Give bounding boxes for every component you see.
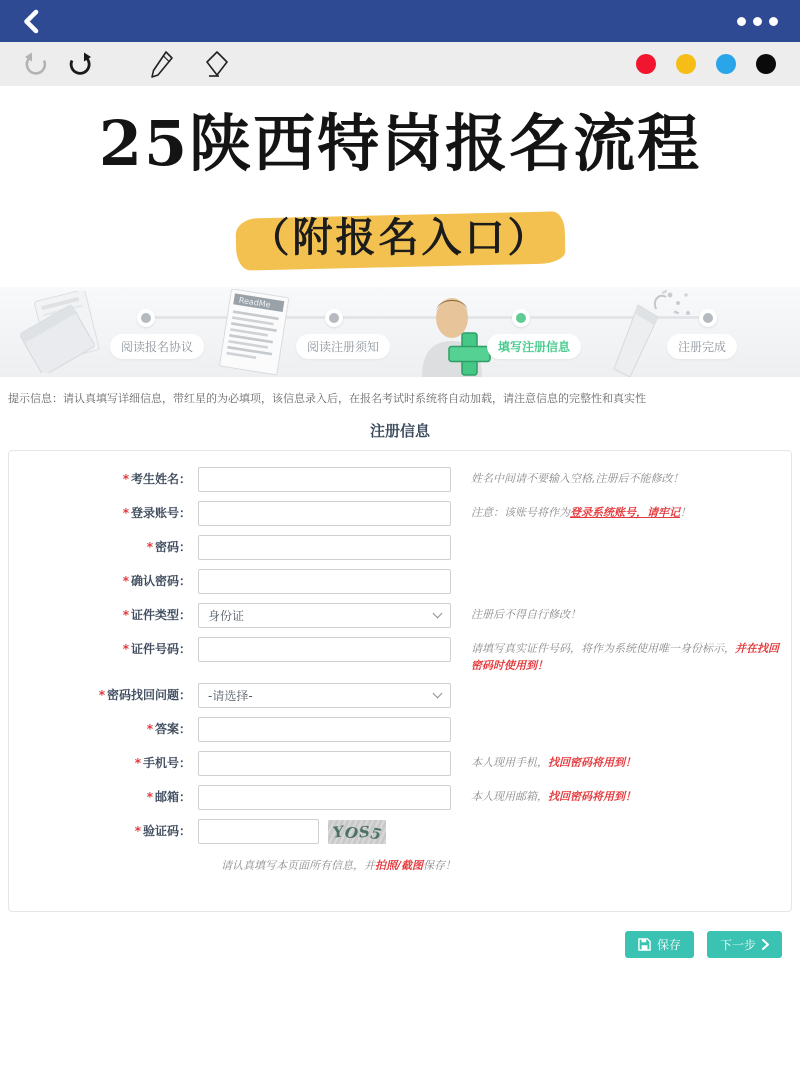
note-red-text: 找回密码将用到！ (548, 790, 636, 803)
id-number-input[interactable] (198, 637, 451, 662)
password-recovery-question-select[interactable] (198, 683, 451, 708)
redo-icon[interactable] (68, 52, 92, 76)
step-dot-4 (699, 309, 717, 327)
chevron-down-icon (433, 689, 443, 699)
note-red-text: 找回密码将用到！ (548, 756, 636, 769)
note-gray-suffix: ！ (680, 506, 691, 519)
answer-input[interactable] (198, 717, 451, 742)
note-gray-text: 本人现用邮箱， (471, 790, 548, 803)
field-label-text: 验证码： (142, 824, 191, 838)
form-row-mobile (9, 751, 791, 776)
captcha-image[interactable] (328, 820, 386, 844)
field-note-email (471, 785, 779, 806)
required-star: * (98, 688, 105, 702)
form-rows (9, 467, 791, 844)
eraser-icon[interactable] (204, 50, 230, 78)
note-gray-text: 注意：该账号将作为 (471, 506, 570, 519)
note-gray-text: 本人现用手机， (471, 756, 548, 769)
undo-icon[interactable] (24, 52, 48, 76)
readme-title-text: ReadMe (238, 295, 272, 310)
form-row-id-type (9, 603, 791, 628)
form-row-password (9, 535, 791, 560)
form-row-candidate-name (9, 467, 791, 492)
field-label-text: 登录账号： (130, 506, 191, 520)
form-row-captcha (9, 819, 791, 844)
top-bar (0, 0, 800, 42)
field-label-confirm-password (9, 569, 198, 594)
field-label-mobile (9, 751, 198, 776)
form-row-login-account (9, 501, 791, 526)
field-label-text: 密码： (154, 540, 191, 554)
required-star: * (122, 472, 129, 486)
candidate-name-input[interactable] (198, 467, 451, 492)
field-note-candidate-name (471, 467, 779, 488)
save-button[interactable] (625, 931, 694, 958)
poster-subtitle-row (0, 206, 800, 263)
save-disk-icon (638, 938, 651, 951)
field-label-text: 密码找回问题： (106, 688, 191, 702)
registration-form-panel (8, 450, 792, 912)
ink-color-blue[interactable] (716, 54, 736, 74)
confirm-password-input[interactable] (198, 569, 451, 594)
field-label-id-type (9, 603, 198, 628)
form-footer-note (221, 857, 791, 873)
id-type-select[interactable] (198, 603, 451, 628)
ink-color-red[interactable] (636, 54, 656, 74)
chevron-down-icon (433, 609, 443, 619)
captcha-char: S (357, 822, 371, 841)
step-label-2: 阅读注册须知 (296, 334, 390, 359)
form-row-confirm-password (9, 569, 791, 594)
field-label-captcha (9, 819, 198, 844)
form-row-password-recovery-question (9, 683, 791, 708)
field-note-id-number (471, 637, 779, 674)
form-row-answer (9, 717, 791, 742)
chevron-right-icon (762, 939, 769, 950)
captcha-char: O (343, 822, 360, 843)
field-label-text: 证件号码： (130, 642, 191, 656)
step-label-1: 阅读报名协议 (110, 334, 204, 359)
back-icon[interactable] (22, 9, 39, 34)
field-label-text: 答案： (154, 722, 191, 736)
footer-note-pre: 请认真填写本页面所有信息，并 (221, 859, 375, 872)
agreement-papers-icon (20, 291, 112, 377)
form-actions (625, 931, 782, 958)
required-star: * (122, 608, 129, 622)
field-label-id-number (9, 637, 198, 662)
required-star: * (146, 722, 153, 736)
step-label-4: 注册完成 (667, 334, 737, 359)
ink-color-black[interactable] (756, 54, 776, 74)
step-dot-3 (512, 309, 530, 327)
poster-title: 25陕西特岗报名流程 (98, 107, 702, 180)
note-red-text: 并在找回密码时使用到！ (471, 642, 779, 672)
ink-color-palette (616, 54, 776, 74)
field-label-answer (9, 717, 198, 742)
password-recovery-question-selected-value: -请选择- (208, 689, 253, 703)
save-button-label: 保存 (656, 938, 681, 952)
required-star: * (122, 506, 129, 520)
field-label-text: 考生姓名： (130, 472, 191, 486)
note-red-text: 登录系统账号，请牢记 (570, 506, 680, 519)
next-button-label: 下一步 (719, 938, 756, 952)
required-star: * (134, 824, 141, 838)
footer-note-red: 拍照/截图 (375, 859, 424, 872)
field-label-password-recovery-question (9, 683, 198, 708)
footer-note-post: 保存！ (423, 859, 457, 872)
email-input[interactable] (198, 785, 451, 810)
login-account-input[interactable] (198, 501, 451, 526)
field-label-text: 证件类型： (130, 608, 191, 622)
next-step-button[interactable] (707, 931, 782, 958)
note-gray-text: 请填写真实证件号码，将作为系统使用唯一身份标示， (471, 642, 735, 655)
step-label-3: 填写注册信息 (487, 334, 581, 359)
form-heading: 注册信息 (369, 422, 430, 440)
field-label-login-account (9, 501, 198, 526)
captcha-char: 5 (368, 823, 383, 844)
field-label-text: 手机号： (142, 756, 191, 770)
readme-document-icon (214, 289, 296, 377)
form-row-id-number (9, 637, 791, 674)
field-note-id-type (471, 603, 779, 624)
more-menu-icon[interactable] (737, 17, 778, 26)
required-star: * (134, 756, 141, 770)
step-dot-2 (325, 309, 343, 327)
field-label-text: 邮箱： (154, 790, 191, 804)
required-star: * (146, 540, 153, 554)
poster-subtitle: （附报名入口） (249, 214, 551, 261)
mobile-input[interactable] (198, 751, 451, 776)
note-gray-text: 姓名中间请不要输入空格,注册后不能修改！ (471, 472, 684, 485)
field-label-password (9, 535, 198, 560)
password-input[interactable] (198, 535, 451, 560)
required-star: * (122, 642, 129, 656)
note-gray-text: 注册后不得自行修改！ (471, 608, 581, 621)
id-type-selected-value: 身份证 (208, 609, 245, 623)
hint-text: 提示信息：请认真填写详细信息，带红星的为必填项，该信息录入后，在报名考试时系统将自动加载，请注意信息的完整性和真实性 (8, 392, 646, 405)
form-row-email (9, 785, 791, 810)
field-label-email (9, 785, 198, 810)
progress-steps (0, 287, 800, 377)
pen-icon[interactable] (150, 50, 174, 78)
drawing-toolbar (0, 42, 800, 86)
captcha-input[interactable] (198, 819, 319, 844)
field-label-text: 确认密码： (130, 574, 191, 588)
ink-color-yellow[interactable] (676, 54, 696, 74)
field-note-mobile (471, 751, 779, 772)
field-label-candidate-name (9, 467, 198, 492)
field-note-login-account (471, 501, 779, 522)
person-with-plus-icon (412, 289, 500, 377)
step-dot-1 (137, 309, 155, 327)
required-star: * (122, 574, 129, 588)
required-star: * (146, 790, 153, 804)
announcement-confetti-icon (598, 287, 696, 377)
captcha-char: Y (331, 821, 345, 842)
